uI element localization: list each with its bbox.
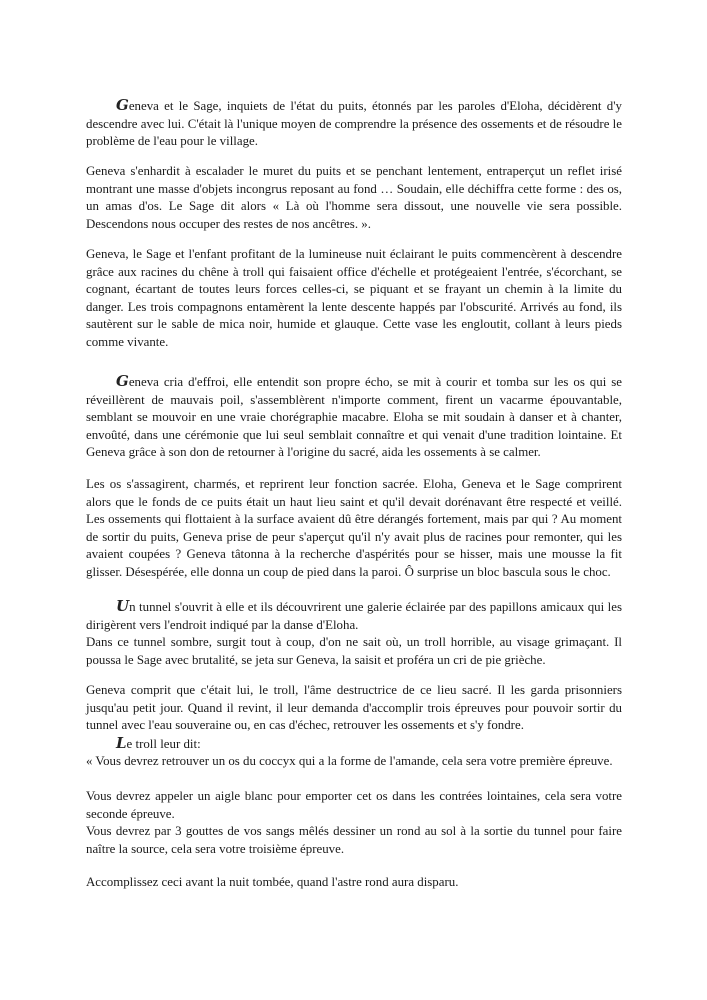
paragraph-7: [86, 682, 622, 735]
paragraph-9: [86, 753, 622, 771]
paragraph-1: [86, 97, 622, 151]
paragraph-text: Geneva, le Sage et l'enfant profitant de la lumineuse nuit éclairant le puits commencèrent à descendre grâce aux racines du chêne à troll qui faisaient office d'échelle et protégeaient l'entrée, s'écorchant, se cognant, écartant de toutes leurs forces celles-ci, se piquant et se frayant un chemin à la limite du danger. Les trois compagnons entamèrent la lente descente happés par l'obscurité. Arrivés au fond, ils sautèrent sur le sable de mica noir, humide et glauque. Cette vase les engloutit, collant à leurs pieds comme vivante.: [86, 247, 622, 349]
drop-cap: L: [116, 734, 127, 752]
paragraph-5: [86, 476, 622, 582]
paragraph-12: [86, 874, 622, 892]
drop-cap: U: [116, 597, 130, 615]
paragraph-text: Les os s'assagirent, charmés, et reprirent leur fonction sacrée. Eloha, Geneva et le Sage comprirent alors que le fonds de ce puits était un haut lieu saint et qu'il devait dorénavant être respecté et veillé. Les ossements qui flottaient à la surface avaient dû être dérangés fortement, mais par qui ? Au moment de sortir du puits, Geneva prise de peur s'aperçut qu'il n'y avait plus de racines pour remonter, qui les avaient coupées ? Geneva tâtonna à la recherche d'aspérités pour se hisser, mais une mousse la fit glisser. Désespérée, elle donna un coup de pied dans la paroi. Ô surprise un bloc bascula sous le choc.: [86, 477, 622, 579]
paragraph-text: Geneva comprit que c'était lui, le troll, l'âme destructrice de ce lieu sacré. Il les garda prisonniers jusqu'au petit jour. Quand il revint, il leur demanda d'accomplir trois épreuves pour pouvoir sortir du tunnel avec l'eau souveraine ou, en cas d'échec, retrouver les ossements et s'y fondre.: [86, 683, 622, 733]
paragraph-continuation: Dans ce tunnel sombre, surgit tout à coup, d'on ne sait où, un troll horrible, au visage grimaçant. Il poussa le Sage avec brutalité, se jeta sur Geneva, la saisit et proféra un cri de pie grièche.: [86, 635, 622, 667]
paragraph-text: Vous devrez appeler un aigle blanc pour emporter cet os dans les contrées lointaines, cela sera votre seconde épreuve.: [86, 789, 622, 821]
paragraph-text: e troll leur dit:: [126, 737, 201, 751]
drop-cap: G: [116, 96, 129, 114]
paragraph-text: Vous devrez par 3 gouttes de vos sangs mêlés dessiner un rond au sol à la sortie du tunnel pour faire naître la source, cela sera votre troisième épreuve.: [86, 824, 622, 856]
paragraph-text: Geneva s'enhardit à escalader le muret du puits et se penchant lentement, entraperçut un reflet irisé montrant une masse d'objets incongrus reposant au fond … Soudain, elle déchiffra cette forme : des os, un amas d'os. Le Sage dit alors « Là où l'homme sera dissout, une nouvelle vie sera possible. Descendons nous occuper des restes de nos ancêtres. ».: [86, 164, 622, 231]
paragraph-10: [86, 788, 622, 823]
paragraph-6: [86, 598, 622, 669]
paragraph-text: n tunnel s'ouvrit à elle et ils découvrirent une galerie éclairée par des papillons amicaux qui les dirigèrent vers l'endroit indiqué par la danse d'Eloha.: [86, 600, 622, 632]
paragraph-8: [86, 735, 622, 754]
drop-cap: G: [116, 372, 129, 390]
paragraph-11: [86, 823, 622, 858]
paragraph-text: « Vous devrez retrouver un os du coccyx qui a la forme de l'amande, cela sera votre première épreuve.: [86, 754, 613, 768]
paragraph-3: [86, 246, 622, 352]
paragraph-2: [86, 163, 622, 233]
paragraph-text: Accomplissez ceci avant la nuit tombée, quand l'astre rond aura disparu.: [86, 875, 459, 889]
paragraph-text: eneva et le Sage, inquiets de l'état du puits, étonnés par les paroles d'Eloha, décidèrent d'y descendre avec lui. C'était là l'unique moyen de comprendre la présence des ossements et de résoudre le problème de l'eau pour le village.: [86, 99, 622, 149]
paragraph-4: [86, 373, 622, 462]
paragraph-text: eneva cria d'effroi, elle entendit son propre écho, se mit à courir et tomba sur les os qui se réveillèrent de mauvais poil, s'assemblèrent n'importe comment, firent un vacarme épouvantable, semblant se mouvoir en une vraie chorégraphie macabre. Eloha se mit soudain à danser et à chanter, envoûté, dans une cérémonie que lui seul semblait connaître et qui venait d'une tradition lointaine. Et Geneva grâce à son don de retourner à l'origine du sacré, aida les ossements à se calmer.: [86, 375, 622, 460]
